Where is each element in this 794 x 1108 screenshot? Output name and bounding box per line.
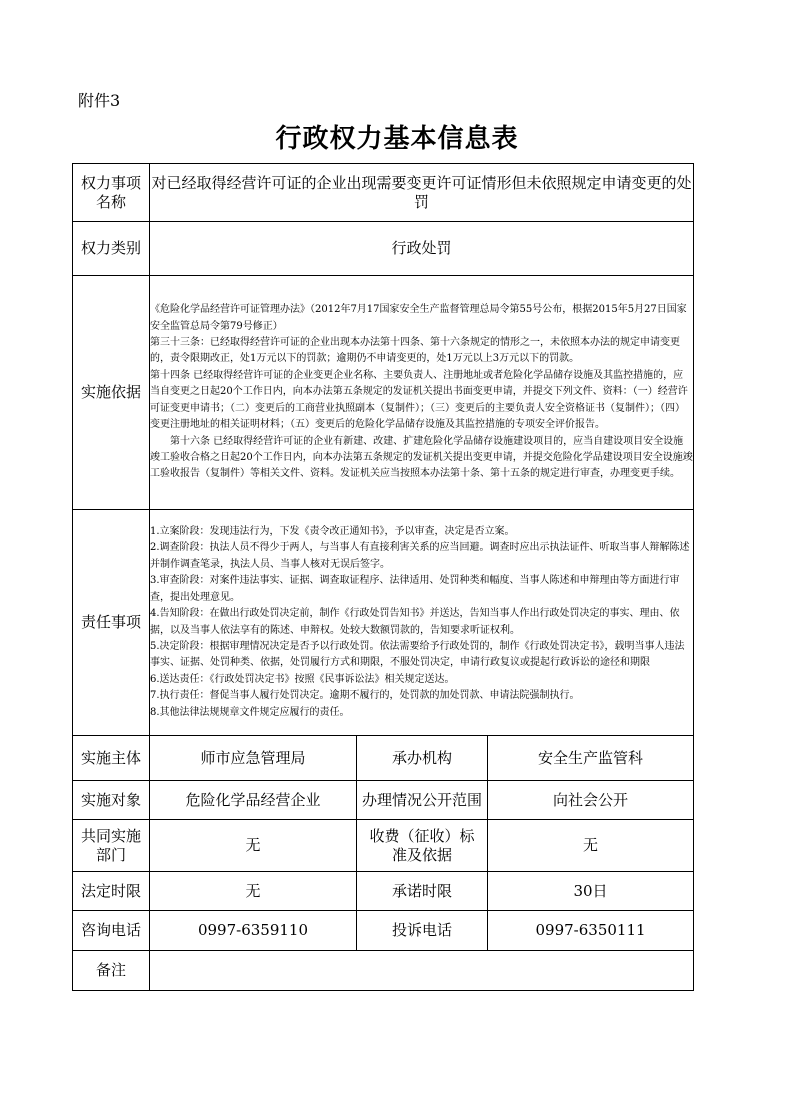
info-table — [72, 163, 694, 991]
duty-paragraph: 8.其他法律法规规章文件规定应履行的责任。 — [150, 706, 350, 718]
row-matter — [73, 164, 694, 222]
duty-paragraph: 6.送达责任：《行政处罚决定书》按照《民事诉讼法》相关规定送达。 — [150, 673, 455, 685]
consult-phone-label: 咨询电话 — [73, 911, 150, 951]
row-basis — [73, 276, 694, 510]
complaint-phone-label: 投诉电话 — [357, 911, 488, 951]
category-value: 行政处罚 — [150, 222, 694, 276]
fee-label: 收费（征收）标准及依据 — [357, 820, 488, 872]
duty-content — [150, 510, 694, 736]
remark-value — [150, 951, 694, 991]
row-subject — [73, 736, 694, 781]
row-duty — [73, 510, 694, 736]
agency-label: 承办机构 — [357, 736, 488, 781]
category-label: 权力类别 — [73, 222, 150, 276]
duty-paragraph: 3.审查阶段：对案件违法事实、证据、调查取证程序、法律适用、处罚种类和幅度、当事人陈述和申辩理由等方面进行审查，提出处理意见。 — [150, 575, 680, 603]
basis-paragraph: 第十四条 已经取得经营许可证的企业变更企业名称、主要负责人、注册地址或者危险化学品储存设施及其监控措施的，应当自变更之日起20个工作日内，向本办法第五条规定的发证机关提出书面变更申请，并提交下列文件、资料：（一）经营许可证变更申请书；（二）变更后的工商营业执照副本（复制件）；（三）变更后的主要负责人安全资格证书（复制件）；（四）变更注册地址的相关证明材料；（五）变更后的危险化学品储存设施及其监控措施的专项安全评价报告。 — [150, 369, 688, 431]
joint-label: 共同实施部门 — [73, 820, 150, 872]
promise-limit-value: 30日 — [488, 872, 694, 911]
basis-paragraph: 《危险化学品经营许可证管理办法》（2012年7月17国家安全生产监督管理总局令第55号公布，根据2015年5月27日国家安全监管总局令第79号修正） — [150, 304, 687, 332]
disclosure-label: 办理情况公开范围 — [357, 781, 488, 820]
row-category — [73, 222, 694, 276]
duty-paragraph: 1.立案阶段：发现违法行为，下发《责令改正通知书》，予以审查，决定是否立案。 — [150, 526, 515, 538]
duty-label: 责任事项 — [73, 510, 150, 736]
subject-value: 师市应急管理局 — [150, 736, 357, 781]
consult-phone-value: 0997-6359110 — [150, 911, 357, 951]
duty-paragraph: 5.决定阶段：根据审理情况决定是否予以行政处罚。依法需要给予行政处罚的，制作《行政处罚决定书》，载明当事人违法事实、证据、处罚种类、依据，处罚履行方式和期限，不服处罚决定，申请行政复议或提起行政诉讼的途径和期限 — [150, 640, 685, 669]
row-target — [73, 781, 694, 820]
legal-limit-value: 无 — [150, 872, 357, 911]
row-joint — [73, 820, 694, 872]
remark-label: 备注 — [73, 951, 150, 991]
legal-limit-label: 法定时限 — [73, 872, 150, 911]
basis-content — [150, 276, 694, 510]
complaint-phone-value: 0997-6350111 — [488, 911, 694, 951]
basis-paragraph: 第十六条 已经取得经营许可证的企业有新建、改建、扩建危险化学品储存设施建设项目的，应当自建设项目安全设施竣工验收合格之日起20个工作日内，向本办法第五条规定的发证机关提出变更申请，并提交危险化学品建设项目安全设施竣工验收报告（复制件）等相关文件、资料。发证机关应当按照本办法第十条、第十五条的规定进行审查，办理变更手续。 — [150, 435, 693, 480]
agency-value: 安全生产监管科 — [488, 736, 694, 781]
row-phone — [73, 911, 694, 951]
duty-paragraph: 7.执行责任：督促当事人履行处罚决定。逾期不履行的，处罚款的加处罚款、申请法院强制执行。 — [150, 690, 580, 702]
row-remark — [73, 951, 694, 991]
target-value: 危险化学品经营企业 — [150, 781, 357, 820]
row-limit — [73, 872, 694, 911]
duty-paragraph: 2.调查阶段：执法人员不得少于两人，与当事人有直接利害关系的应当回避。调查时应出示执法证件、听取当事人辩解陈述并制作调查笔录，执法人员、当事人核对无误后签字。 — [150, 542, 690, 570]
duty-paragraph: 4.告知阶段：在做出行政处罚决定前，制作《行政处罚告知书》并送达，告知当事人作出行政处罚决定的事实、理由、依据，以及当事人依法享有的陈述、申辩权。处较大数额罚款的，告知要求听证权利。 — [150, 608, 680, 636]
disclosure-value: 向社会公开 — [488, 781, 694, 820]
subject-label: 实施主体 — [73, 736, 150, 781]
basis-label: 实施依据 — [73, 276, 150, 510]
basis-paragraph: 第三十三条：已经取得经营许可证的企业出现本办法第十四条、第十六条规定的情形之一，未依照本办法的规定申请变更的，责令限期改正，处1万元以下的罚款；逾期仍不申请变更的，处1万元以上3万元以下的罚款。 — [150, 337, 680, 365]
fee-value: 无 — [488, 820, 694, 872]
target-label: 实施对象 — [73, 781, 150, 820]
document-title: 行政权力基本信息表 — [275, 124, 519, 154]
promise-limit-label: 承诺时限 — [357, 872, 488, 911]
matter-value: 对已经取得经营许可证的企业出现需要变更许可证情形但未依照规定申请变更的处罚 — [150, 164, 694, 222]
joint-value: 无 — [150, 820, 357, 872]
matter-label: 权力事项名称 — [73, 164, 150, 222]
attachment-number: 附件3 — [78, 91, 121, 110]
